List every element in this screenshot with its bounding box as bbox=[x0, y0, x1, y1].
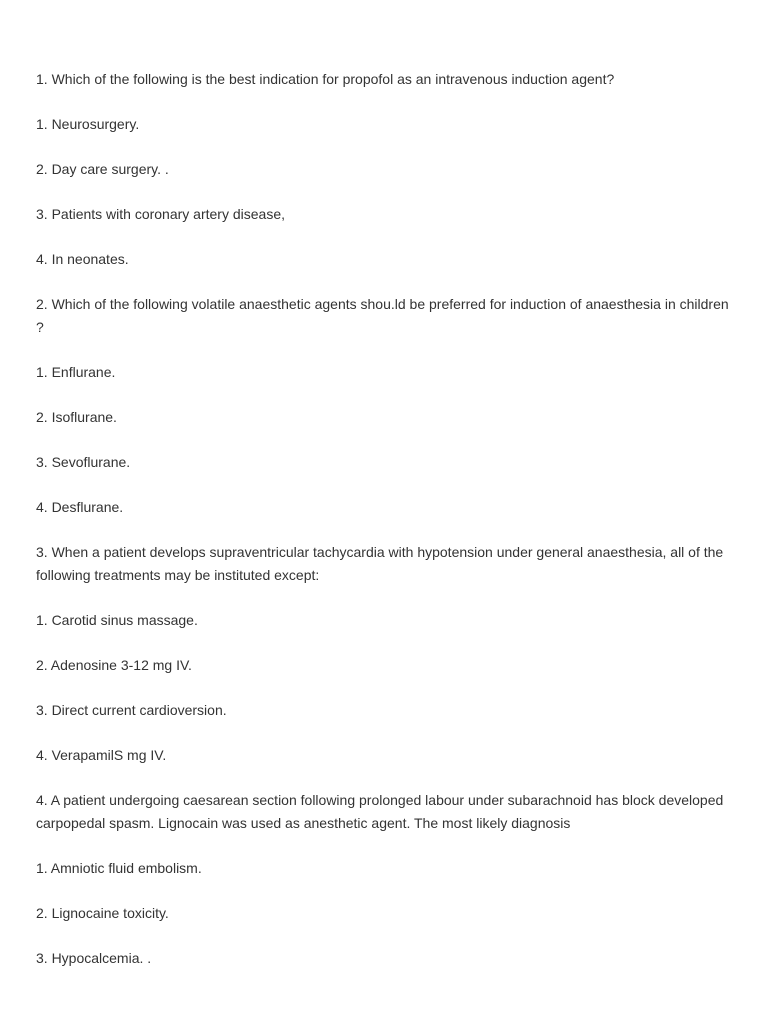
question-3-option-4: 4. VerapamilS mg IV. bbox=[36, 747, 167, 763]
question-2-option-3: 3. Sevoflurane. bbox=[36, 454, 131, 470]
document-body bbox=[36, 68, 736, 992]
question-4-stem: 4. A patient undergoing caesarean section following prolonged labour under subarachnoid has block developed carpopedal spasm. Lignocain was used as anesthetic agent. The most likely diagnosis bbox=[36, 792, 724, 831]
question-2-option-4: 4. Desflurane. bbox=[36, 499, 124, 515]
question-2-option-1: 1. Enflurane. bbox=[36, 364, 116, 380]
question-3-option-3: 3. Direct current cardioversion. bbox=[36, 702, 227, 718]
question-1-option-1: 1. Neurosurgery. bbox=[36, 116, 140, 132]
question-4-option-2: 2. Lignocaine toxicity. bbox=[36, 905, 169, 921]
question-4-option-1: 1. Amniotic fluid embolism. bbox=[36, 860, 202, 876]
question-1-option-2: 2. Day care surgery. . bbox=[36, 161, 169, 177]
question-4-option-3: 3. Hypocalcemia. . bbox=[36, 950, 152, 966]
question-1-option-4: 4. In neonates. bbox=[36, 251, 129, 267]
question-3-option-2: 2. Adenosine 3-12 mg IV. bbox=[36, 657, 192, 673]
question-3-stem: 3. When a patient develops supraventricular tachycardia with hypotension under general anaesthesia, all of the following treatments may be instituted except: bbox=[36, 544, 724, 583]
question-1-option-3: 3. Patients with coronary artery disease, bbox=[36, 206, 286, 222]
question-1-stem: 1. Which of the following is the best indication for propofol as an intravenous induction agent? bbox=[36, 71, 615, 87]
question-2-option-2: 2. Isoflurane. bbox=[36, 409, 117, 425]
question-3-option-1: 1. Carotid sinus massage. bbox=[36, 612, 198, 628]
question-2-stem: 2. Which of the following volatile anaesthetic agents shou.ld be preferred for induction of anaesthesia in children ? bbox=[36, 296, 729, 335]
